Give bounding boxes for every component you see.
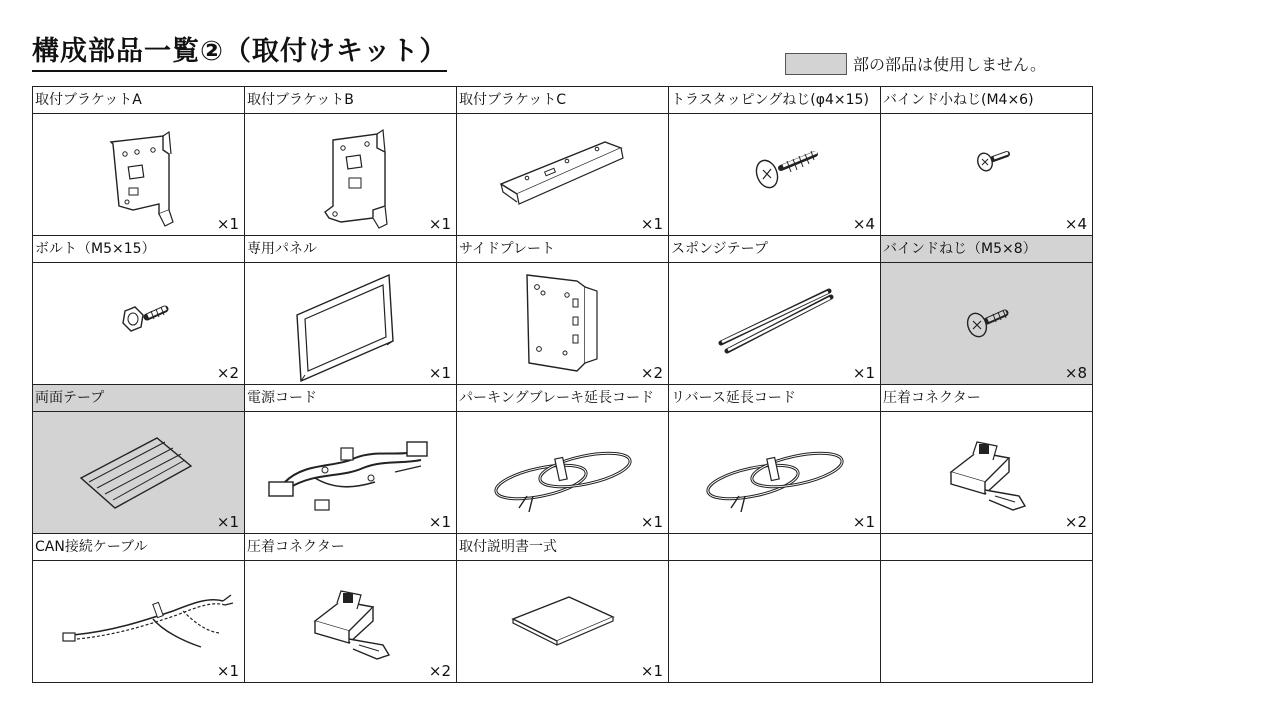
part-quantity: ×4 — [852, 215, 875, 233]
part-quantity: ×1 — [428, 513, 451, 531]
part-image-cell — [669, 561, 881, 683]
bracket-c-icon — [457, 114, 668, 235]
part-image-cell — [669, 263, 881, 385]
bind-screw-small-icon — [881, 114, 1092, 235]
power-cord-icon — [245, 412, 456, 533]
part-name-cell — [33, 534, 245, 561]
part-name-cell — [33, 87, 245, 114]
part-quantity: ×2 — [640, 364, 663, 382]
part-name: ボルト（M5×15） — [35, 241, 156, 257]
part-image-cell — [881, 114, 1093, 236]
bracket-b-icon — [245, 114, 456, 235]
part-name: 両面テープ — [35, 390, 105, 406]
part-name: バインドねじ（M5×8） — [883, 241, 1037, 257]
part-image-cell — [33, 263, 245, 385]
part-quantity: ×2 — [1064, 513, 1087, 531]
part-quantity: ×4 — [1064, 215, 1087, 233]
part-image-cell — [457, 263, 669, 385]
part-name-cell — [457, 87, 669, 114]
side-plate-icon — [457, 263, 668, 384]
part-name: 圧着コネクター — [883, 390, 981, 406]
part-name-cell — [457, 385, 669, 412]
can-cable-icon — [33, 561, 244, 682]
part-name: トラスタッピングねじ(φ4×15) — [671, 92, 869, 108]
panel-icon — [245, 263, 456, 384]
part-name: 取付ブラケットC — [459, 92, 567, 108]
part-name: バインド小ねじ(M4×6) — [883, 92, 1034, 108]
bind-screw-icon — [881, 263, 1092, 384]
part-name-cell — [669, 236, 881, 263]
cable-coil-icon — [457, 412, 668, 533]
part-name: 圧着コネクター — [247, 539, 345, 555]
part-quantity: ×1 — [640, 662, 663, 680]
part-image-cell — [457, 114, 669, 236]
part-name-cell — [457, 236, 669, 263]
part-quantity: ×8 — [1064, 364, 1087, 382]
part-name-cell — [245, 236, 457, 263]
part-image-cell — [245, 412, 457, 534]
bracket-a-icon — [33, 114, 244, 235]
part-image-cell — [33, 412, 245, 534]
part-name-cell — [245, 87, 457, 114]
part-name-cell — [457, 534, 669, 561]
legend — [785, 52, 1046, 75]
part-image-cell — [881, 412, 1093, 534]
part-name-cell — [881, 385, 1093, 412]
part-image-cell — [33, 561, 245, 683]
part-name: 取付ブラケットB — [247, 92, 354, 108]
part-image-cell — [669, 114, 881, 236]
part-quantity: ×1 — [428, 364, 451, 382]
part-quantity: ×2 — [216, 364, 239, 382]
part-image-cell — [33, 114, 245, 236]
cable-coil-icon — [669, 412, 880, 533]
part-name-cell — [669, 385, 881, 412]
part-name: パーキングブレーキ延長コード — [459, 390, 655, 406]
page-title: 構成部品一覧②（取付けキット） — [32, 34, 447, 72]
part-image-cell — [669, 412, 881, 534]
part-name-cell — [245, 385, 457, 412]
parts-table — [32, 86, 1093, 683]
part-name-cell — [881, 236, 1093, 263]
part-name: 取付ブラケットA — [35, 92, 142, 108]
part-quantity: ×1 — [640, 513, 663, 531]
part-quantity: ×1 — [852, 513, 875, 531]
part-name-cell — [33, 385, 245, 412]
bolt-icon — [33, 263, 244, 384]
part-quantity: ×2 — [428, 662, 451, 680]
sponge-tape-icon — [669, 263, 880, 384]
legend-text: 部の部品は使用しません。 — [853, 55, 1046, 74]
part-name-cell — [881, 87, 1093, 114]
part-name: 取付説明書一式 — [459, 539, 557, 555]
part-name: サイドプレート — [459, 241, 556, 257]
legend-swatch — [785, 53, 847, 75]
part-quantity: ×1 — [216, 513, 239, 531]
double-sided-tape-icon — [33, 412, 244, 533]
part-image-cell — [457, 412, 669, 534]
part-quantity: ×1 — [640, 215, 663, 233]
part-name-cell — [669, 87, 881, 114]
part-name: 電源コード — [247, 390, 317, 406]
part-image-cell — [457, 561, 669, 683]
part-quantity: ×1 — [216, 215, 239, 233]
part-image-cell — [245, 114, 457, 236]
part-name: リバース延長コード — [671, 390, 796, 406]
part-name-cell — [33, 236, 245, 263]
part-name-cell — [245, 534, 457, 561]
part-image-cell — [245, 561, 457, 683]
part-quantity: ×1 — [428, 215, 451, 233]
part-image-cell — [881, 561, 1093, 683]
part-name: 専用パネル — [247, 241, 317, 257]
part-quantity: ×1 — [216, 662, 239, 680]
part-name-cell — [669, 534, 881, 561]
part-image-cell — [881, 263, 1093, 385]
part-name-cell — [881, 534, 1093, 561]
part-image-cell — [245, 263, 457, 385]
manual-icon — [457, 561, 668, 682]
crimp-connector-icon — [881, 412, 1092, 533]
part-name: CAN接続ケーブル — [35, 539, 148, 555]
crimp-connector-icon — [245, 561, 456, 682]
part-name: スポンジテープ — [671, 241, 768, 257]
part-quantity: ×1 — [852, 364, 875, 382]
truss-screw-icon — [669, 114, 880, 235]
